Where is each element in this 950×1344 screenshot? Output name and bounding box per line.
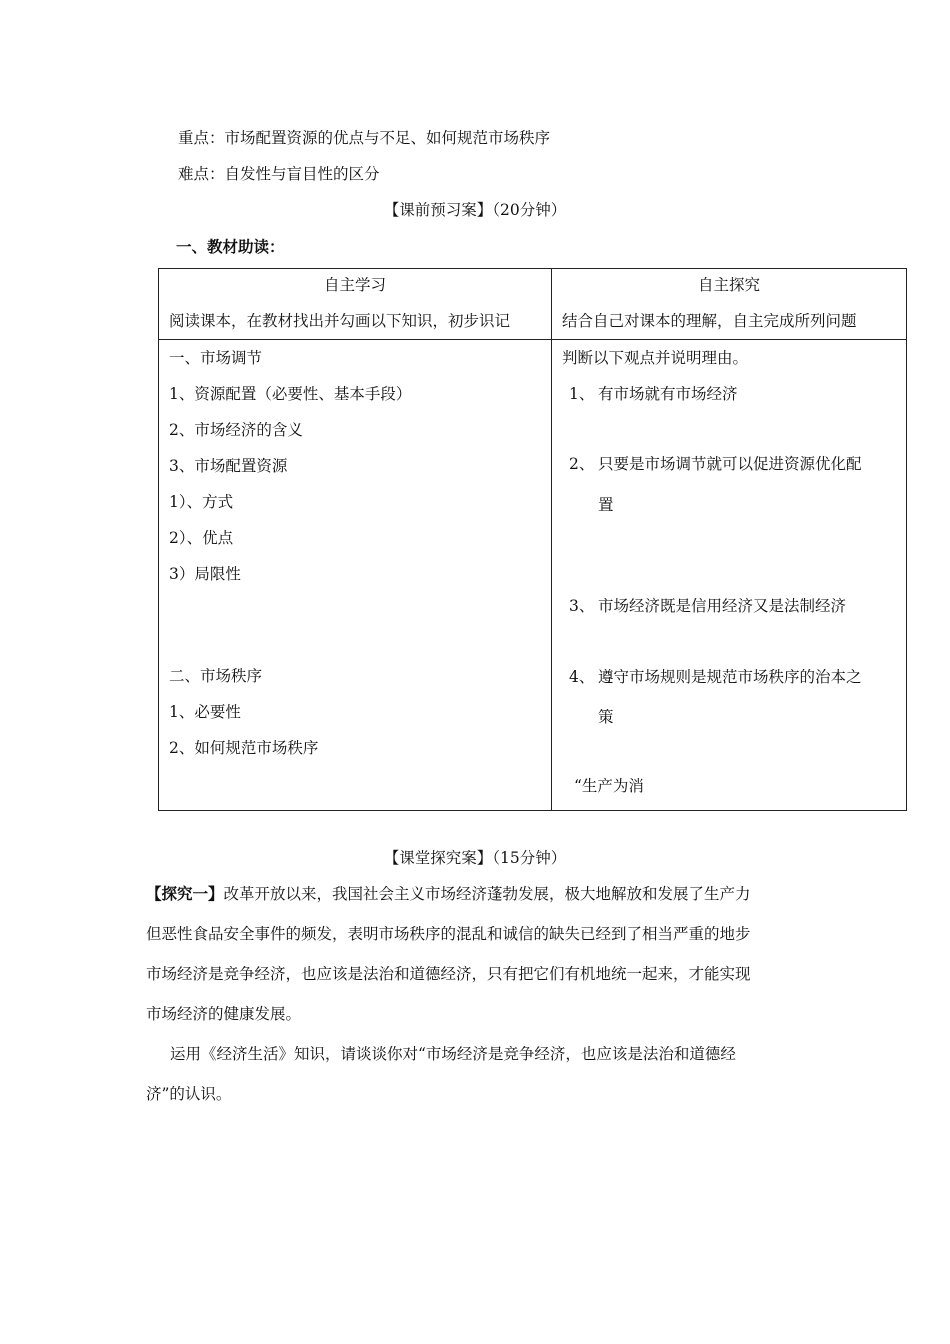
question-number: 4、 <box>569 668 595 686</box>
list-item: 1、资源配置（必要性、基本手段） <box>169 385 412 403</box>
question-line: 运用《经济生活》知识，请谈谈你对“市场经济是竞争经济，也应该是法治和道德经 <box>170 1045 736 1063</box>
paragraph-line: 市场经济是竞争经济，也应该是法治和道德经济，只有把它们有机地统一起来，才能实现 <box>146 965 751 983</box>
list-item: 1）、方式 <box>169 493 234 511</box>
right-content-cell <box>552 340 907 811</box>
list-item: 3）局限性 <box>169 565 241 583</box>
question-text: 只要是市场调节就可以促进资源优化配 <box>598 455 862 473</box>
list-item: 2）、优点 <box>169 529 234 547</box>
question-number: 3、 <box>569 597 595 615</box>
left-header-cell <box>159 269 552 340</box>
right-header-cell <box>552 269 907 340</box>
right-instruction: 结合自己对课本的理解，自主完成所列问题 <box>562 312 857 330</box>
list-item: 2、市场经济的含义 <box>169 421 303 439</box>
right-footer: “生产为消 <box>574 777 644 795</box>
question-text-continued: 置 <box>598 496 614 514</box>
key-point: 重点：市场配置资源的优点与不足、如何规范市场秩序 <box>178 129 551 147</box>
list-item: 2、如何规范市场秩序 <box>169 739 319 757</box>
question-line: 济”的认识。 <box>146 1085 232 1103</box>
list-item: 二、市场秩序 <box>169 667 263 685</box>
preview-title: 【课前预习案】（20分钟） <box>383 201 567 219</box>
explore-paragraph-line <box>146 882 751 904</box>
list-item: 一、市场调节 <box>169 349 263 367</box>
explore-label: 【探究一】 <box>146 884 224 903</box>
paragraph-line: 但恶性食品安全事件的频发，表明市场秩序的混乱和诚信的缺失已经到了相当严重的地步 <box>146 925 751 943</box>
classroom-title: 【课堂探究案】（15分钟） <box>383 849 567 867</box>
explore-text: 改革开放以来，我国社会主义市场经济蓬勃发展，极大地解放和发展了生产力 <box>223 885 751 903</box>
section-heading: 一、教材助读： <box>176 237 285 256</box>
right-header: 自主探究 <box>697 276 760 294</box>
question-text: 有市场就有市场经济 <box>598 385 738 403</box>
question-number: 1、 <box>569 385 595 403</box>
difficult-point: 难点：自发性与盲目性的区分 <box>178 165 380 183</box>
question-text: 市场经济既是信用经济又是法制经济 <box>598 597 847 615</box>
list-item: 1、必要性 <box>169 703 241 721</box>
list-item: 3、市场配置资源 <box>169 457 288 475</box>
question-text: 遵守市场规则是规范市场秩序的治本之 <box>598 668 862 686</box>
question-text-continued: 策 <box>598 708 614 726</box>
study-table <box>158 268 907 811</box>
left-header: 自主学习 <box>323 276 386 294</box>
paragraph-line: 市场经济的健康发展。 <box>146 1005 302 1023</box>
right-intro: 判断以下观点并说明理由。 <box>562 349 749 367</box>
left-content-cell <box>159 340 552 811</box>
question-number: 2、 <box>569 455 595 473</box>
left-instruction: 阅读课本，在教材找出并勾画以下知识，初步识记 <box>169 312 511 330</box>
